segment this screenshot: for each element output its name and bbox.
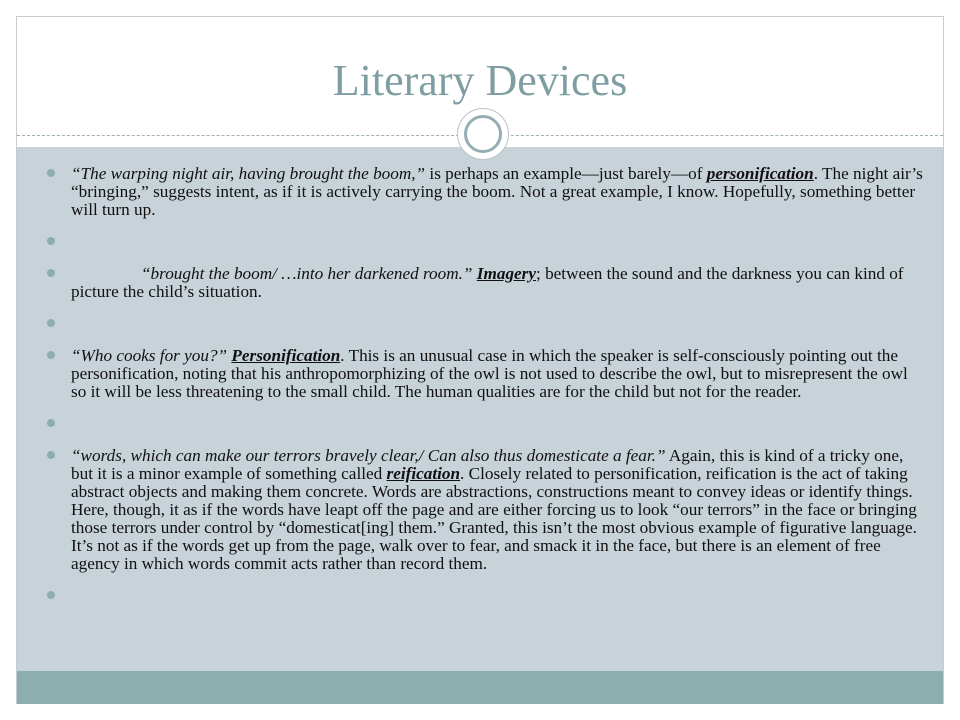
body-text: ; between the sound and the darkness you can kind of picture the child’s situation.: [71, 264, 904, 301]
device-term: Imagery: [476, 264, 536, 283]
bullet-icon: [47, 319, 55, 327]
slide: [16, 16, 944, 704]
body-text: . Closely related to personification, reification is the act of taking abstract objects and making them concrete. Words are abstractions, constructions meant to convey ideas or identify things. Here, though, it as if the words have leapt off the page and are either forcing us to look “our terrors” in the face or bringing those terrors under control by “domesticat[ing] them.” Granted, this isn’t the most obvious example of figurative language. It’s not as if the words get up from the page, walk over to fear, and smack it in the face, but there is an element of free agency in which words commit acts rather than record them.: [71, 464, 917, 573]
list-item: [47, 447, 927, 573]
body-text: . The night air’s “bringing,” suggests intent, as if it is actively carrying the boom. Not a great example, I know. Hopefully, something better will turn up.: [71, 164, 923, 219]
decorative-ring: [464, 115, 502, 153]
bullet-list: [47, 165, 927, 619]
list-item: [47, 265, 927, 301]
device-term: Personification: [231, 346, 341, 365]
list-item: [47, 165, 927, 219]
bullet-icon: [47, 451, 55, 459]
slide-title: Literary Devices: [332, 56, 628, 105]
list-item: [47, 347, 927, 401]
device-term: reification: [386, 464, 461, 483]
bullet-icon: [47, 419, 55, 427]
quote-text: “brought the boom/ …into her darkened room.”: [141, 264, 473, 283]
body-text: is perhaps an example—just barely—of: [425, 164, 707, 183]
decorative-circle-icon: [457, 108, 509, 160]
bullet-icon: [47, 269, 55, 277]
body-text: Again, this is kind of a tricky one, but it is a minor example of something called: [71, 446, 904, 483]
list-item-empty: [47, 587, 927, 605]
device-term: personification: [706, 164, 814, 183]
list-item-empty: [47, 315, 927, 333]
bullet-icon: [47, 591, 55, 599]
body-text: . This is an unusual case in which the speaker is self-consciously pointing out the personification, noting that his anthropomorphizing of the owl is not used to describe the owl, but to misrepresent the owl so it will be less threatening to the small child. The human qualities are for the child but not for the reader.: [71, 346, 908, 401]
list-item-empty: [47, 233, 927, 251]
footer-bar: [17, 671, 943, 704]
quote-text: “The warping night air, having brought the boom,”: [71, 164, 426, 183]
bullet-icon: [47, 351, 55, 359]
quote-text: “words, which can make our terrors bravely clear,/ Can also thus domesticate a fear.”: [71, 446, 666, 465]
list-item-empty: [47, 415, 927, 433]
quote-text: “Who cooks for you?”: [71, 346, 228, 365]
bullet-icon: [47, 169, 55, 177]
content-area: [17, 147, 943, 671]
bullet-icon: [47, 237, 55, 245]
